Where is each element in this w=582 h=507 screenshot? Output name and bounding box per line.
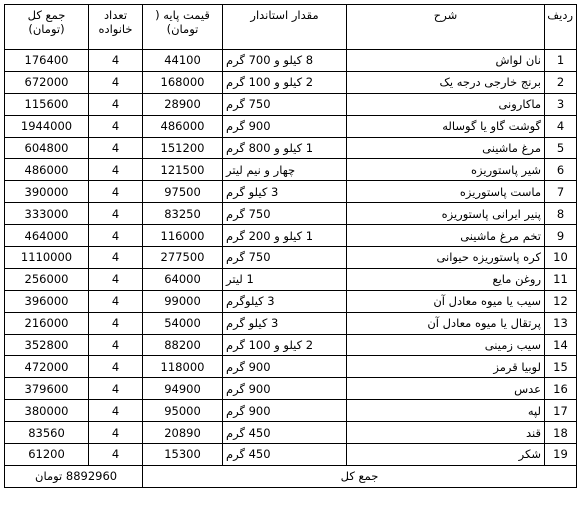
row-desc: برنج خارجی درجه یک xyxy=(347,71,545,93)
row-total: 115600 xyxy=(5,93,89,115)
table-row xyxy=(5,225,577,247)
row-qty-text: 1 کیلو و 200 گرم xyxy=(226,228,314,243)
row-qty xyxy=(223,159,347,181)
row-family: 4 xyxy=(89,400,143,422)
row-price: 151200 xyxy=(143,137,223,159)
row-desc: ماکارونی xyxy=(347,93,545,115)
row-qty-text: چهار و نیم لیتر xyxy=(226,162,296,177)
row-price: 20890 xyxy=(143,422,223,444)
row-family: 4 xyxy=(89,225,143,247)
row-family: 4 xyxy=(89,137,143,159)
row-desc: شیر پاستوریزه xyxy=(347,159,545,181)
row-idx: 3 xyxy=(545,93,577,115)
row-idx: 2 xyxy=(545,71,577,93)
row-total: 379600 xyxy=(5,378,89,400)
row-price: 486000 xyxy=(143,115,223,137)
row-qty-text: 1 لیتر xyxy=(226,272,254,287)
row-price: 88200 xyxy=(143,334,223,356)
row-qty xyxy=(223,356,347,378)
header-family: تعداد خانواده xyxy=(89,5,143,50)
row-desc: سیب زمینی xyxy=(347,334,545,356)
row-qty-text: 8 کیلو و 700 گرم xyxy=(226,53,314,68)
row-family: 4 xyxy=(89,334,143,356)
row-price: 28900 xyxy=(143,93,223,115)
table-row xyxy=(5,247,577,269)
row-qty xyxy=(223,225,347,247)
row-qty-text: 750 گرم xyxy=(226,97,271,112)
row-desc: گوشت گاو یا گوساله xyxy=(347,115,545,137)
row-total: 672000 xyxy=(5,71,89,93)
row-idx: 18 xyxy=(545,422,577,444)
row-idx: 8 xyxy=(545,203,577,225)
row-desc: لوبیا قرمز xyxy=(347,356,545,378)
row-total: 333000 xyxy=(5,203,89,225)
row-price: 99000 xyxy=(143,290,223,312)
row-idx: 14 xyxy=(545,334,577,356)
row-total: 176400 xyxy=(5,50,89,72)
row-qty-text: 2 کیلو و 100 گرم xyxy=(226,338,314,353)
row-desc: پنیر ایرانی پاستوریزه xyxy=(347,203,545,225)
row-price: 116000 xyxy=(143,225,223,247)
row-total: 1110000 xyxy=(5,247,89,269)
header-desc: شرح xyxy=(347,5,545,50)
table-row xyxy=(5,356,577,378)
row-desc: مرغ ماشینی xyxy=(347,137,545,159)
row-idx: 17 xyxy=(545,400,577,422)
table-row xyxy=(5,312,577,334)
row-desc: نان لواش xyxy=(347,50,545,72)
row-family: 4 xyxy=(89,356,143,378)
row-total: 216000 xyxy=(5,312,89,334)
row-qty xyxy=(223,50,347,72)
row-qty xyxy=(223,137,347,159)
row-desc: قند xyxy=(347,422,545,444)
row-qty xyxy=(223,247,347,269)
row-price: 121500 xyxy=(143,159,223,181)
row-idx: 15 xyxy=(545,356,577,378)
row-total: 472000 xyxy=(5,356,89,378)
table-row xyxy=(5,268,577,290)
row-qty-text: 450 گرم xyxy=(226,447,271,462)
row-total: 464000 xyxy=(5,225,89,247)
row-qty xyxy=(223,334,347,356)
row-total: 380000 xyxy=(5,400,89,422)
table-row xyxy=(5,71,577,93)
row-qty xyxy=(223,400,347,422)
row-family: 4 xyxy=(89,203,143,225)
header-row xyxy=(5,5,577,50)
table-container xyxy=(4,4,577,488)
row-price: 54000 xyxy=(143,312,223,334)
row-qty xyxy=(223,290,347,312)
row-family: 4 xyxy=(89,268,143,290)
row-qty xyxy=(223,93,347,115)
row-total: 83560 xyxy=(5,422,89,444)
row-price: 95000 xyxy=(143,400,223,422)
header-qty: مقدار استاندار xyxy=(223,5,347,50)
summary-row xyxy=(5,465,577,487)
row-desc: روغن مایع xyxy=(347,268,545,290)
row-qty-text: 750 گرم xyxy=(226,206,271,221)
row-desc: پرتقال یا میوه معادل آن xyxy=(347,312,545,334)
row-qty xyxy=(223,115,347,137)
row-qty-text: 900 گرم xyxy=(226,119,271,134)
summary-label: جمع کل xyxy=(143,465,577,487)
row-idx: 7 xyxy=(545,181,577,203)
row-family: 4 xyxy=(89,50,143,72)
table-row xyxy=(5,378,577,400)
row-family: 4 xyxy=(89,93,143,115)
row-qty-text: 2 کیلو و 100 گرم xyxy=(226,75,314,90)
row-qty xyxy=(223,422,347,444)
row-desc: ماست پاستوریزه xyxy=(347,181,545,203)
row-price: 44100 xyxy=(143,50,223,72)
table-row xyxy=(5,93,577,115)
row-qty-text: 3 کیلوگرم xyxy=(226,294,275,309)
row-price: 64000 xyxy=(143,268,223,290)
row-family: 4 xyxy=(89,71,143,93)
table-row xyxy=(5,334,577,356)
table-body xyxy=(5,50,577,466)
table-row xyxy=(5,50,577,72)
row-qty-text: 450 گرم xyxy=(226,425,271,440)
row-price: 168000 xyxy=(143,71,223,93)
row-qty xyxy=(223,378,347,400)
row-qty-text: 1 کیلو و 800 گرم xyxy=(226,141,314,155)
row-total: 61200 xyxy=(5,444,89,466)
summary-value: 8892960 تومان xyxy=(5,465,143,487)
row-desc: عدس xyxy=(347,378,545,400)
row-desc: تخم مرغ ماشینی xyxy=(347,225,545,247)
row-idx: 4 xyxy=(545,115,577,137)
row-qty xyxy=(223,181,347,203)
row-family: 4 xyxy=(89,181,143,203)
row-family: 4 xyxy=(89,247,143,269)
row-total: 390000 xyxy=(5,181,89,203)
header-idx: ردیف xyxy=(545,5,577,50)
row-qty-text: 3 کیلو گرم xyxy=(226,316,279,331)
table-row xyxy=(5,444,577,466)
row-idx: 16 xyxy=(545,378,577,400)
row-family: 4 xyxy=(89,115,143,137)
row-qty xyxy=(223,444,347,466)
row-price: 277500 xyxy=(143,247,223,269)
row-family: 4 xyxy=(89,422,143,444)
table-row xyxy=(5,400,577,422)
row-desc: سیب یا میوه معادل آن xyxy=(347,290,545,312)
row-price: 118000 xyxy=(143,356,223,378)
row-idx: 10 xyxy=(545,247,577,269)
row-price: 94900 xyxy=(143,378,223,400)
row-idx: 19 xyxy=(545,444,577,466)
food-basket-table xyxy=(4,4,577,488)
row-idx: 11 xyxy=(545,268,577,290)
row-family: 4 xyxy=(89,159,143,181)
row-idx: 5 xyxy=(545,137,577,159)
row-total: 396000 xyxy=(5,290,89,312)
table-row xyxy=(5,422,577,444)
row-price: 15300 xyxy=(143,444,223,466)
row-family: 4 xyxy=(89,290,143,312)
row-idx: 13 xyxy=(545,312,577,334)
row-desc: کره پاستوریزه حیوانی xyxy=(347,247,545,269)
row-idx: 6 xyxy=(545,159,577,181)
row-total: 604800 xyxy=(5,137,89,159)
row-family: 4 xyxy=(89,378,143,400)
table-row xyxy=(5,290,577,312)
row-qty-text: 3 کیلو گرم xyxy=(226,184,279,199)
row-idx: 1 xyxy=(545,50,577,72)
header-total: جمع کل (تومان) xyxy=(5,5,89,50)
row-price: 97500 xyxy=(143,181,223,203)
header-price: قیمت پایه ( تومان) xyxy=(143,5,223,50)
row-total: 1944000 xyxy=(5,115,89,137)
row-qty xyxy=(223,203,347,225)
row-family: 4 xyxy=(89,312,143,334)
row-family: 4 xyxy=(89,444,143,466)
row-idx: 9 xyxy=(545,225,577,247)
row-desc: شکر xyxy=(347,444,545,466)
row-qty xyxy=(223,71,347,93)
row-qty-text: 900 گرم xyxy=(226,403,271,418)
table-row xyxy=(5,159,577,181)
table-row xyxy=(5,203,577,225)
row-qty xyxy=(223,268,347,290)
row-qty xyxy=(223,312,347,334)
row-qty-text: 900 گرم xyxy=(226,381,271,396)
row-total: 486000 xyxy=(5,159,89,181)
row-price: 83250 xyxy=(143,203,223,225)
table-row xyxy=(5,181,577,203)
row-total: 256000 xyxy=(5,268,89,290)
row-total: 352800 xyxy=(5,334,89,356)
row-qty-text: 750 گرم xyxy=(226,250,271,265)
table-row xyxy=(5,115,577,137)
row-idx: 12 xyxy=(545,290,577,312)
row-qty-text: 900 گرم xyxy=(226,359,271,374)
table-row xyxy=(5,137,577,159)
row-desc: لپه xyxy=(347,400,545,422)
